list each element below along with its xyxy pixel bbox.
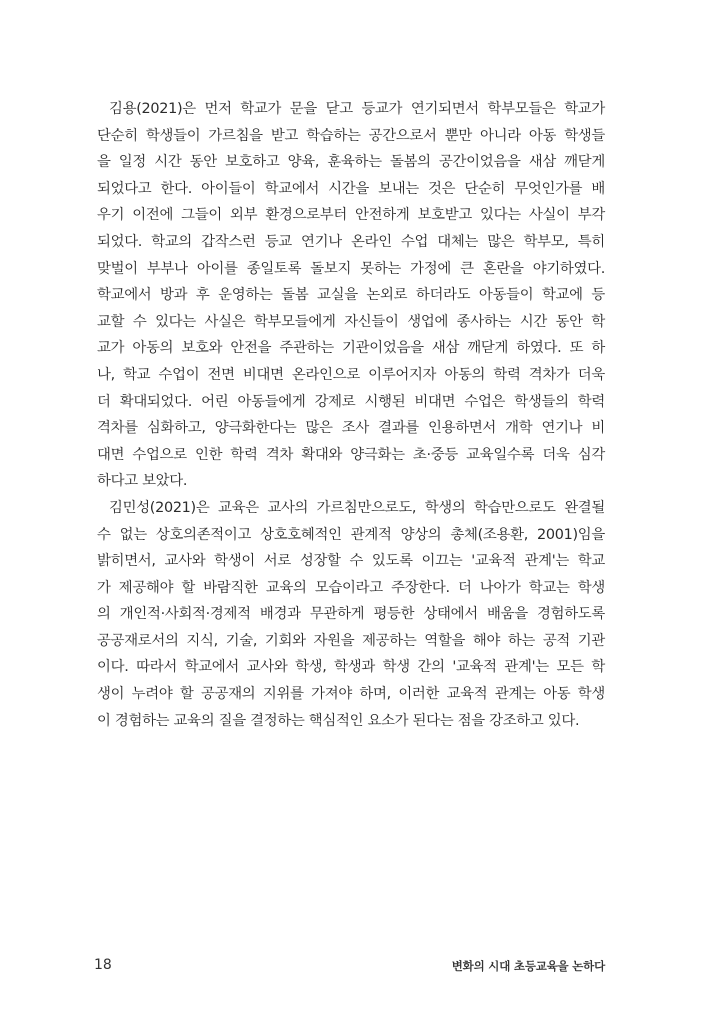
text-line: 더 확대되었다. 어린 아동들에게 강제로 시행된 비대면 수업은 학생들의 학력: [97, 393, 605, 410]
text-line: 김용(2021)은 먼저 학교가 문을 닫고 등교가 연기되면서 학부모들은 학교가: [109, 101, 605, 117]
text-line: 하다고 보았다.: [97, 473, 188, 490]
text-line: 교할 수 있다는 사실은 학부모들에게 자신들이 생업에 종사하는 시간 동안 학: [97, 313, 605, 330]
body-text: [97, 96, 605, 734]
text-line: 격차를 심화하고, 양극화한다는 많은 조사 결과를 인용하면서 개학 연기나 비: [97, 420, 605, 437]
running-footer-title: 변화의 시대 초등교육을 논하다: [451, 959, 605, 973]
text-line: 교가 아동의 보호와 안전을 주관하는 기관이었음을 새삼 깨닫게 하였다. 또 하: [97, 340, 605, 357]
text-line: 생이 누려야 할 공공재의 지위를 가져야 하며, 이러한 교육적 관계는 아동 학생: [97, 686, 605, 703]
paragraph-2: [97, 495, 605, 734]
text-line: 김민성(2021)은 교육은 교사의 가르침만으로도, 학생의 학습만으로도 완결될: [109, 499, 605, 516]
text-line: 우기 이전에 그들이 외부 환경으로부터 안전하게 보호받고 있다는 사실이 부각: [97, 207, 605, 224]
text-line: 밝히면서, 교사와 학생이 서로 성장할 수 있도록 이끄는 '교육적 관계'는 학교: [97, 553, 605, 570]
text-line: 맞벌이 부부나 아이를 종일토록 돌보지 못하는 가정에 큰 혼란을 야기하였다.: [97, 260, 605, 277]
text-line: 되었다고 한다. 아이들이 학교에서 시간을 보내는 것은 단순히 무엇인가를 배: [97, 180, 605, 197]
text-line: 이다. 따라서 학교에서 교사와 학생, 학생과 학생 간의 '교육적 관계'는 모든 학: [97, 659, 605, 676]
text-line: 수 없는 상호의존적이고 상호호혜적인 관계적 양상의 총체(조용환, 2001)임을: [97, 526, 605, 543]
text-line: 대면 수업으로 인한 학력 격차 확대와 양극화는 초·중등 교육일수록 더욱 심각: [97, 446, 605, 463]
text-line: 의 개인적·사회적·경제적 배경과 무관하게 평등한 상태에서 배움을 경험하도록: [97, 606, 605, 623]
text-line: 나, 학교 수업이 전면 비대면 온라인으로 이루어지자 아동의 학력 격차가 더욱: [97, 366, 605, 383]
text-line: 학교에서 방과 후 운영하는 돌봄 교실을 논외로 하더라도 아동들이 학교에 등: [97, 287, 605, 304]
text-line: 단순히 학생들이 가르침을 받고 학습하는 공간으로서 뿐만 아니라 아동 학생들: [97, 127, 605, 144]
paragraph-1: [97, 96, 605, 495]
text-line: 되었다. 학교의 갑작스런 등교 연기나 온라인 수업 대체는 많은 학부모, 특히: [97, 233, 605, 250]
text-line: 을 일정 시간 동안 보호하고 양육, 훈육하는 돌봄의 공간이었음을 새삼 깨닫게: [97, 154, 605, 171]
page-number: 18: [94, 957, 112, 973]
text-line: 가 제공해야 할 바람직한 교육의 모습이라고 주장한다. 더 나아가 학교는 학생: [97, 579, 605, 596]
text-line: 이 경험하는 교육의 질을 결정하는 핵심적인 요소가 된다는 점을 강조하고 있다.: [97, 712, 580, 729]
text-line: 공공재로서의 지식, 기술, 기회와 자원을 제공하는 역할을 해야 하는 공적 기관: [97, 632, 605, 649]
